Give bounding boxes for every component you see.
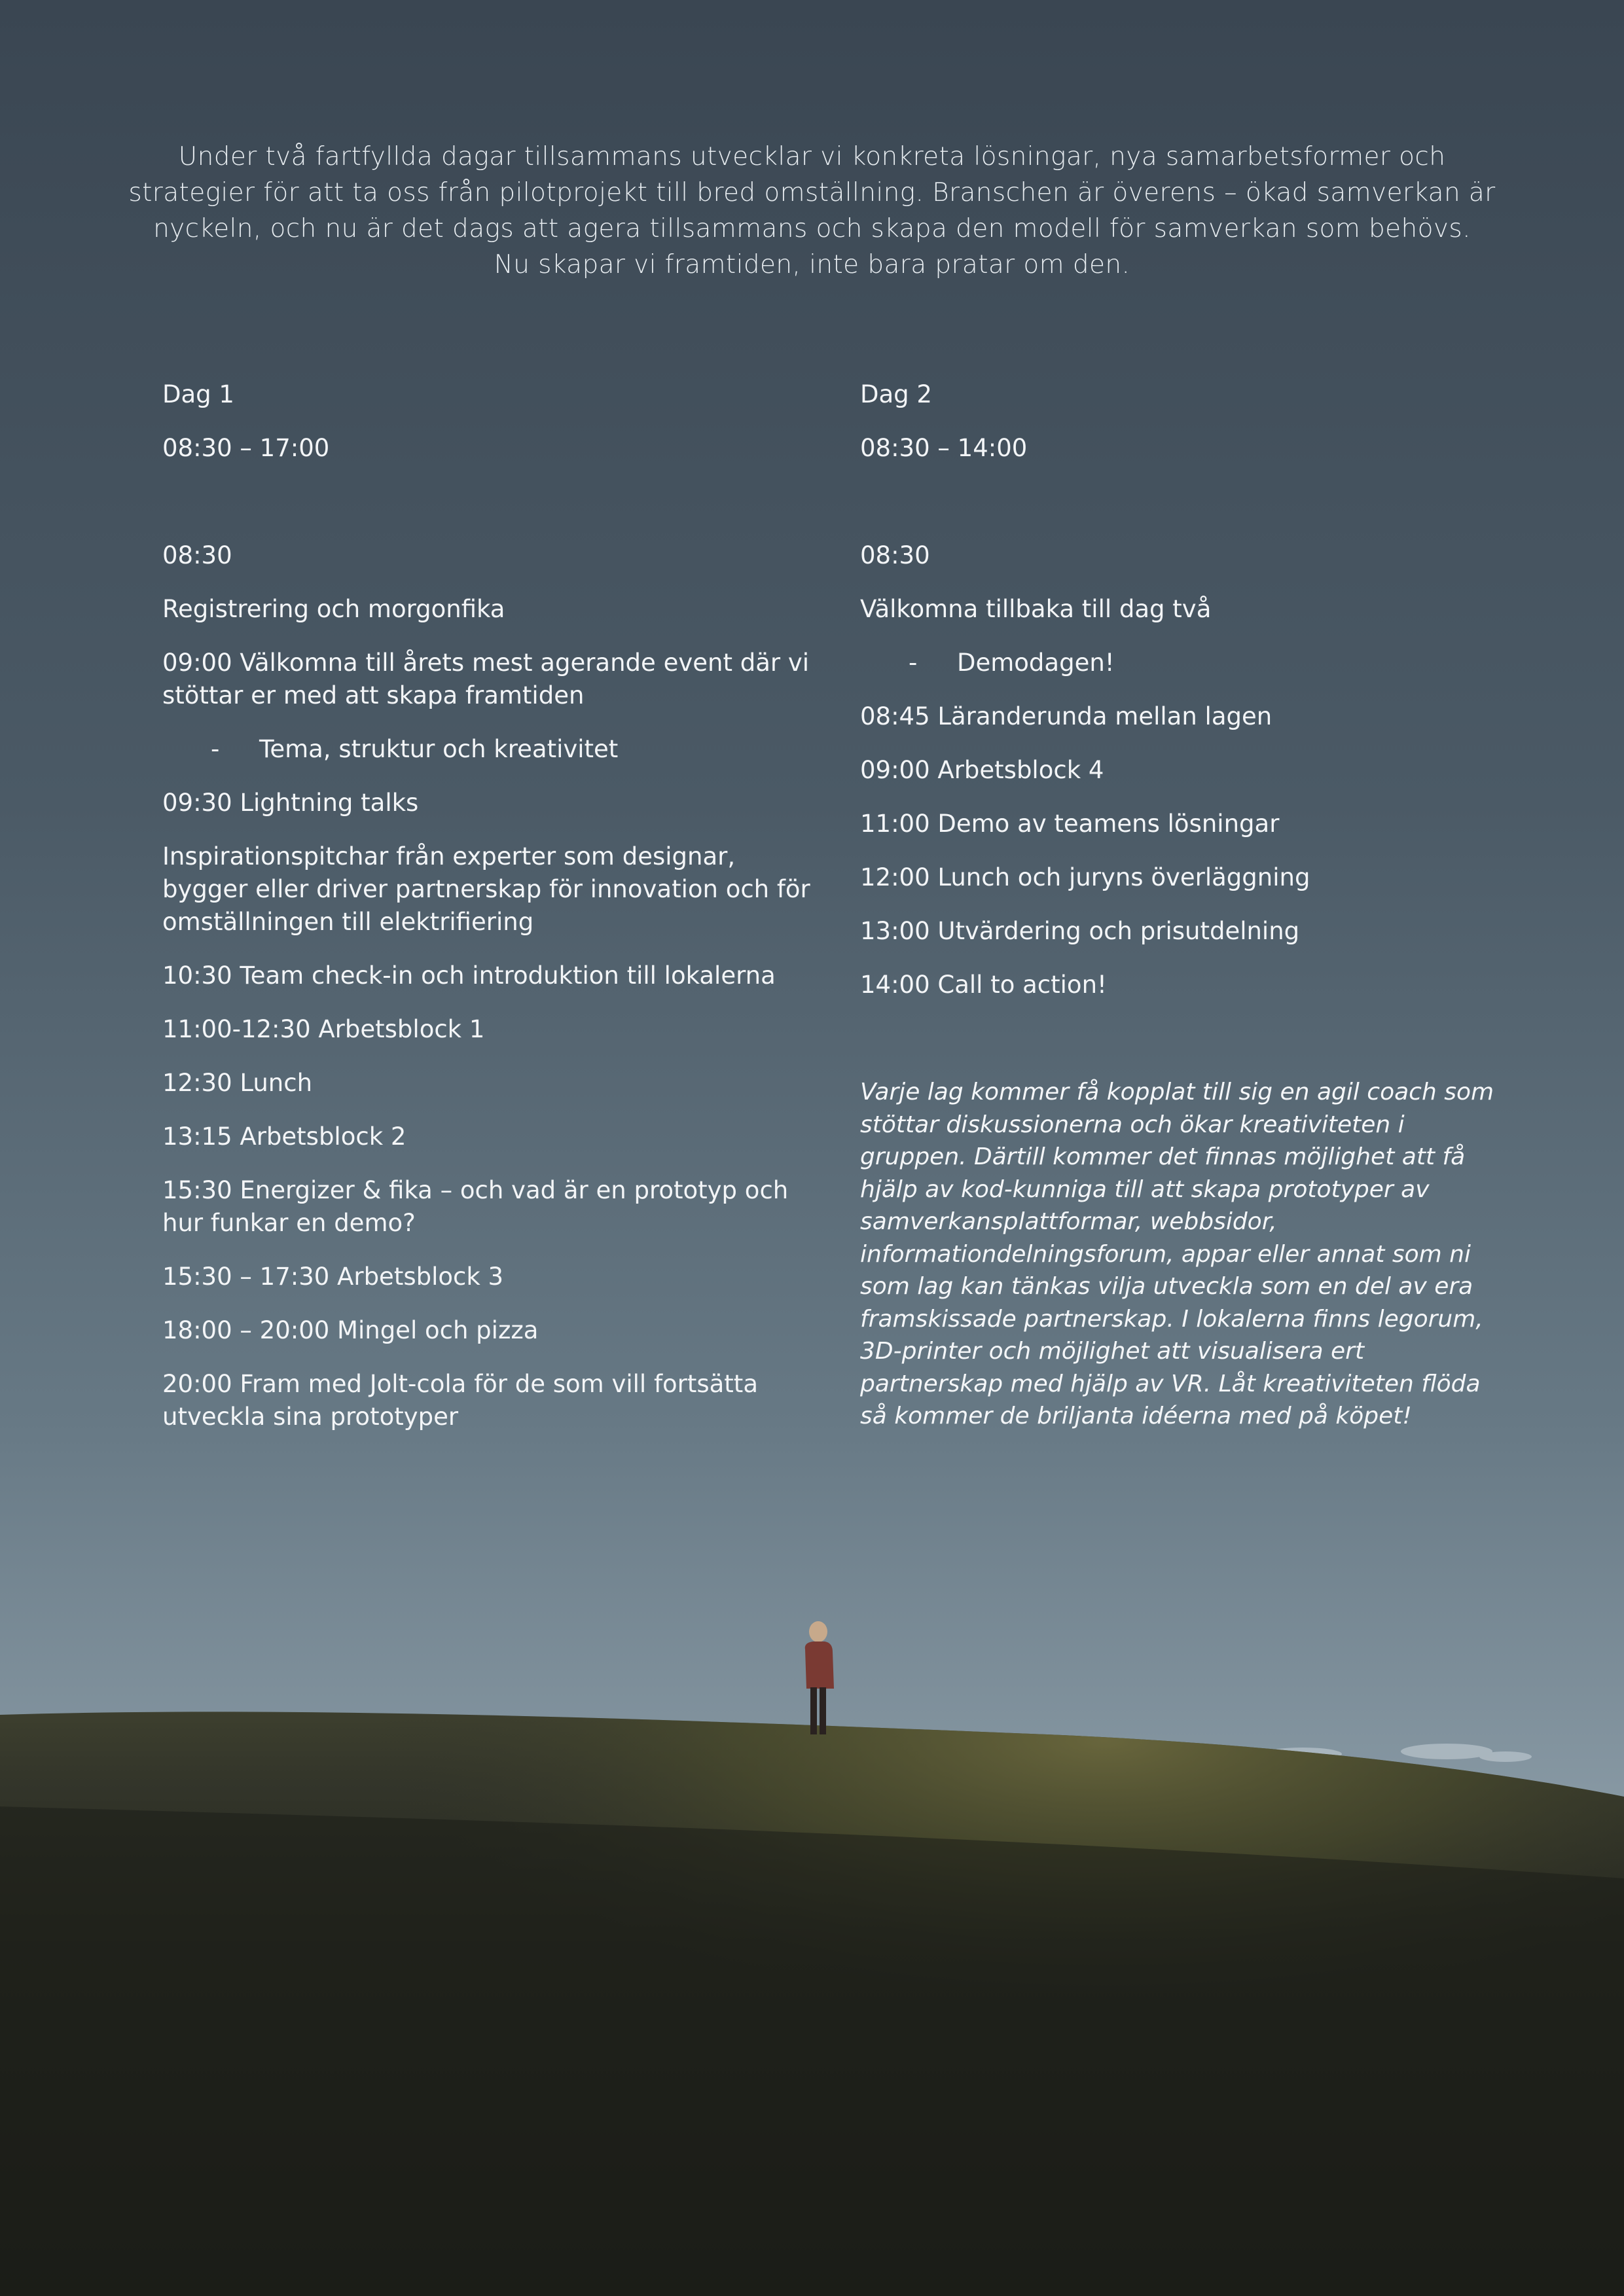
bullet-dash: - bbox=[909, 649, 918, 677]
schedule-item: 12:00 Lunch och juryns överläggning bbox=[860, 863, 1310, 891]
schedule-item: 11:00-12:30 Arbetsblock 1 bbox=[162, 1015, 485, 1043]
schedule-item: 13:00 Utvärdering och prisutdelning bbox=[860, 917, 1300, 945]
day1-hours: 08:30 – 17:00 bbox=[162, 434, 330, 462]
schedule-item: 09:00 Arbetsblock 4 bbox=[860, 756, 1104, 784]
schedule-item: 15:30 – 17:30 Arbetsblock 3 bbox=[162, 1263, 504, 1291]
schedule-item: 13:15 Arbetsblock 2 bbox=[162, 1122, 406, 1151]
schedule-item: 10:30 Team check-in och introduktion till lokalerna bbox=[162, 961, 776, 990]
schedule-subitem-text: Tema, struktur och kreativitet bbox=[259, 735, 619, 763]
schedule-item: 08:30 bbox=[162, 541, 232, 569]
day2-hours: 08:30 – 14:00 bbox=[860, 434, 1028, 462]
coach-note: Varje lag kommer få kopplat till sig en agil coach som stöttar diskussionerna och ökar kreativiteten i gruppen. Därtill kommer det finnas möjlighet att få hjälp av kod-kunniga till att skapa prototyper av samverkansplattformar, webbsidor, informationdelningsforum, appar eller annat som ni som lag kan tänkas vilja utveckla som en del av era framskissade partnerskap. I lokalerna finns legorum, 3D-printer och möjlighet att visualisera ert partnerskap med hjälp av VR. Låt kreativiteten flöda så kommer de briljanta idéerna med på köpet! bbox=[860, 1079, 1494, 1429]
schedule-subitem bbox=[860, 647, 1502, 679]
schedule-item: 15:30 Energizer & fika – och vad är en prototyp och hur funkar en demo? bbox=[162, 1176, 789, 1237]
schedule-item: Inspirationspitchar från experter som designar, bygger eller driver partnerskap för innovation och för omställningen till elektrifiering bbox=[162, 842, 810, 936]
schedule-item: 09:00 Välkomna till årets mest agerande event där vi stöttar er med att skapa framtiden bbox=[162, 649, 810, 709]
schedule-item: 12:30 Lunch bbox=[162, 1069, 313, 1097]
intro-line: strategier för att ta oss från pilotprojekt till bred omställning. Branschen är överens – ökad samverkan är bbox=[128, 178, 1496, 207]
schedule-item: 11:00 Demo av teamens lösningar bbox=[860, 810, 1280, 838]
intro-line: nyckeln, och nu är det dags att agera tillsammans och skapa den modell för samverkan som behövs. bbox=[153, 214, 1471, 243]
intro-line: Nu skapar vi framtiden, inte bara pratar om den. bbox=[494, 250, 1130, 279]
intro-paragraph bbox=[98, 139, 1526, 283]
schedule-subitem-text: Demodagen! bbox=[957, 649, 1115, 677]
schedule-item: 18:00 – 20:00 Mingel och pizza bbox=[162, 1316, 539, 1344]
day1-title: Dag 1 bbox=[162, 380, 234, 408]
schedule-item: 20:00 Fram med Jolt-cola för de som vill fortsätta utveckla sina prototyper bbox=[162, 1370, 758, 1431]
schedule-item: 14:00 Call to action! bbox=[860, 971, 1107, 999]
schedule-subitem bbox=[162, 733, 823, 766]
schedule-item: 08:30 bbox=[860, 541, 930, 569]
day1-schedule bbox=[162, 378, 823, 1454]
day2-title: Dag 2 bbox=[860, 380, 932, 408]
schedule-item: 09:30 Lightning talks bbox=[162, 789, 419, 817]
intro-line: Under två fartfyllda dagar tillsammans utvecklar vi konkreta lösningar, nya samarbetsformer och bbox=[178, 142, 1446, 171]
day2-schedule bbox=[860, 378, 1502, 1454]
schedule-item: Välkomna tillbaka till dag två bbox=[860, 595, 1212, 623]
schedule-item: Registrering och morgonfika bbox=[162, 595, 505, 623]
bullet-dash: - bbox=[211, 735, 220, 763]
schedule-item: 08:45 Läranderunda mellan lagen bbox=[860, 702, 1272, 730]
